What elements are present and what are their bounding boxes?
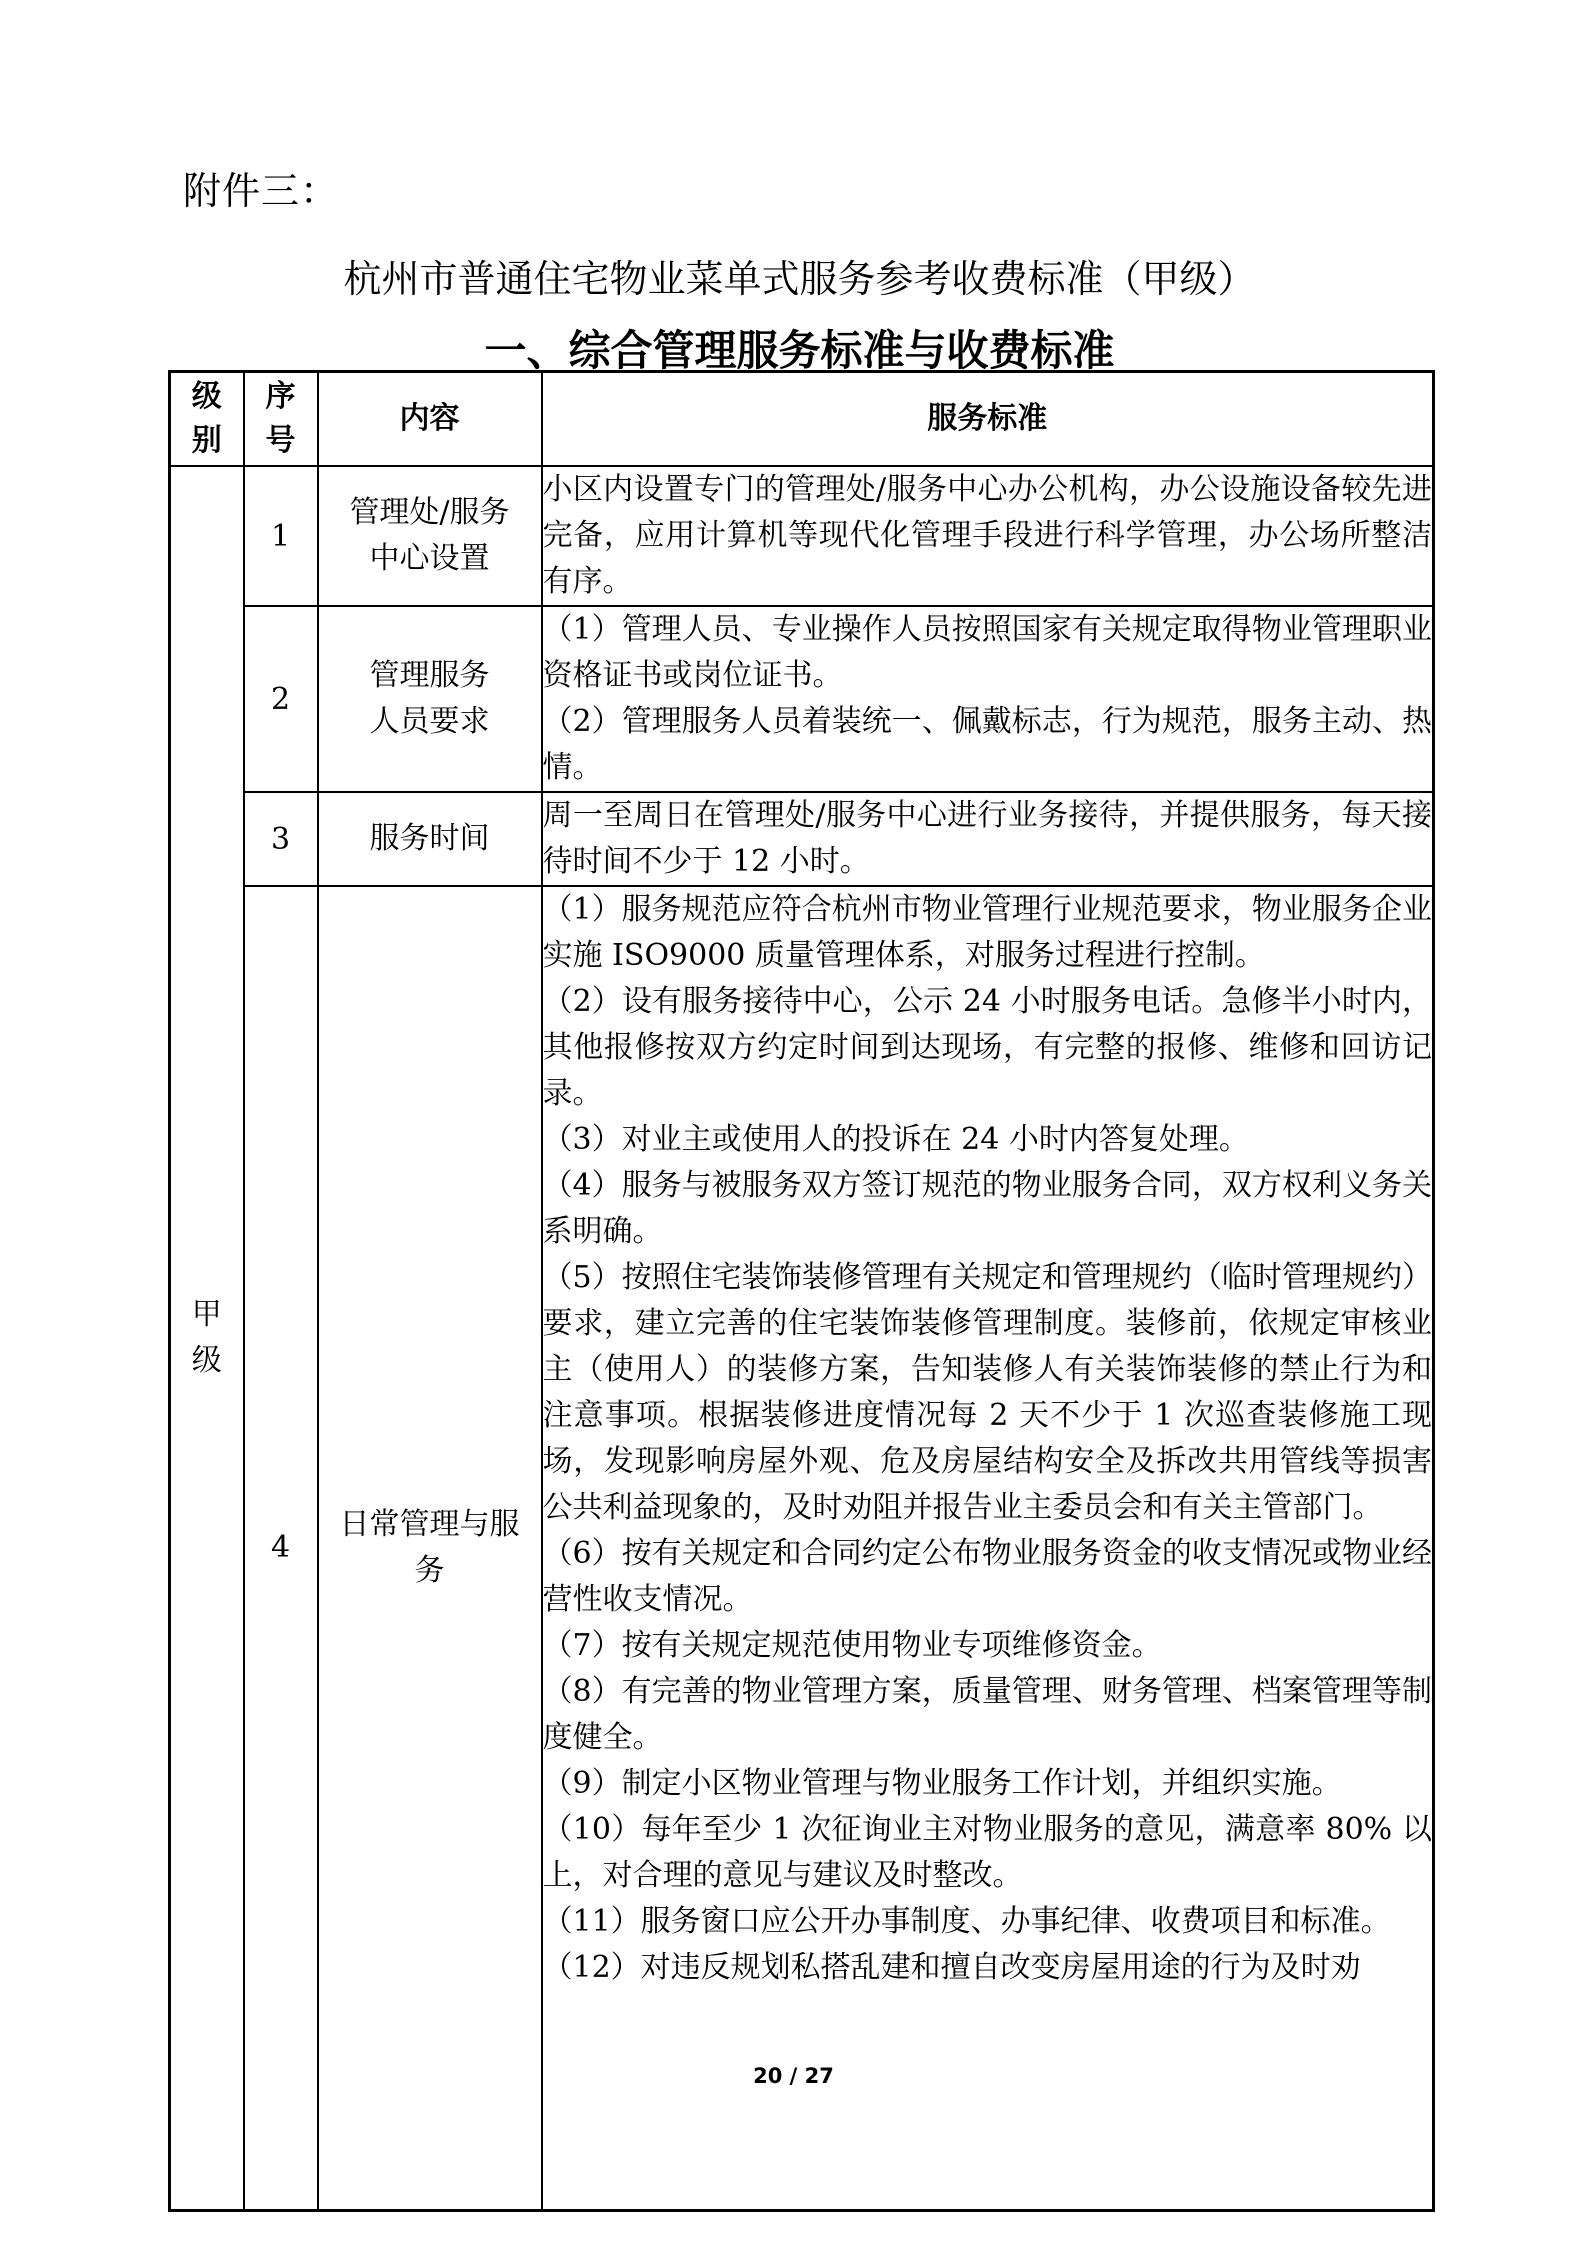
table-row: [170, 792, 1434, 886]
header-level: 级 别: [170, 372, 244, 467]
service-standard-table: [168, 370, 1435, 2212]
content-cell: 服务时间: [318, 792, 542, 886]
standard-cell: （1）管理人员、专业操作人员按照国家有关规定取得物业管理职业资格证书或岗位证书。 （2）管理服务人员着装统一、佩戴标志，行为规范，服务主动、热情。: [542, 606, 1434, 792]
header-standard: 服务标准: [542, 372, 1434, 467]
header-content: 内容: [318, 372, 542, 467]
seq-cell: 2: [244, 606, 318, 792]
attachment-label: 附件三：: [183, 169, 340, 213]
standard-cell: 周一至周日在管理处/服务中心进行业务接待，并提供服务，每天接待时间不少于 12 小时。: [542, 792, 1434, 886]
standard-cell: （1）服务规范应符合杭州市物业管理行业规范要求，物业服务企业实施 ISO9000 质量管理体系，对服务过程进行控制。 （2）设有服务接待中心，公示 24 小时服务电话。急修半小时内，其他报修按双方约定时间到达现场，有完整的报修、维修和回访记录。 （3）对业主或使用人的投诉在 24 小时内答复处理。 （4）服务与被服务双方签订规范的物业服务合同，双方权利义务关系明确。 （5）按照住宅装饰装修管理有关规定和管理规约（临时管理规约）要求，建立完善的住宅装饰装修管理制度。装修前，依规定审核业主（使用人）的装修方案，告知装修人有关装饰装修的禁止行为和注意事项。根据装修进度情况每 2 天不少于 1 次巡查装修施工现场，发现影响房屋外观、危及房屋结构安全及拆改共用管线等损害公共利益现象的，及时劝阻并报告业主委员会和有关主管部门。 （6）按有关规定和合同约定公布物业服务资金的收支情况或物业经营性收支情况。 （7）按有关规定规范使用物业专项维修资金。 （8）有完善的物业管理方案，质量管理、财务管理、档案管理等制度健全。 （9）制定小区物业管理与物业服务工作计划，并组织实施。 （10）每年至少 1 次征询业主对物业服务的意见，满意率 80% 以上，对合理的意见与建议及时整改。 （11）服务窗口应公开办事制度、办事纪律、收费项目和标准。 （12）对违反规划私搭乱建和擅自改变房屋用途的行为及时劝: [542, 886, 1434, 2210]
seq-cell: 1: [244, 466, 318, 606]
section-title: 一、综合管理服务标准与收费标准: [484, 326, 1115, 375]
seq-cell: 4: [244, 886, 318, 2210]
content-cell: 管理服务 人员要求: [318, 606, 542, 792]
table-row: [170, 886, 1434, 2210]
content-cell: 管理处/服务 中心设置: [318, 466, 542, 606]
level-cell: 甲 级: [170, 466, 244, 2210]
content-cell: 日常管理与服 务: [318, 886, 542, 2210]
table-header-row: [170, 372, 1434, 467]
page-number: 20 / 27: [753, 2064, 834, 2088]
table-row: [170, 606, 1434, 792]
table-row: [170, 466, 1434, 606]
header-seq: 序 号: [244, 372, 318, 467]
seq-cell: 3: [244, 792, 318, 886]
standard-cell: 小区内设置专门的管理处/服务中心办公机构，办公设施设备较先进完备，应用计算机等现代化管理手段进行科学管理，办公场所整洁有序。: [542, 466, 1434, 606]
document-title: 杭州市普通住宅物业菜单式服务参考收费标准（甲级）: [343, 257, 1256, 301]
